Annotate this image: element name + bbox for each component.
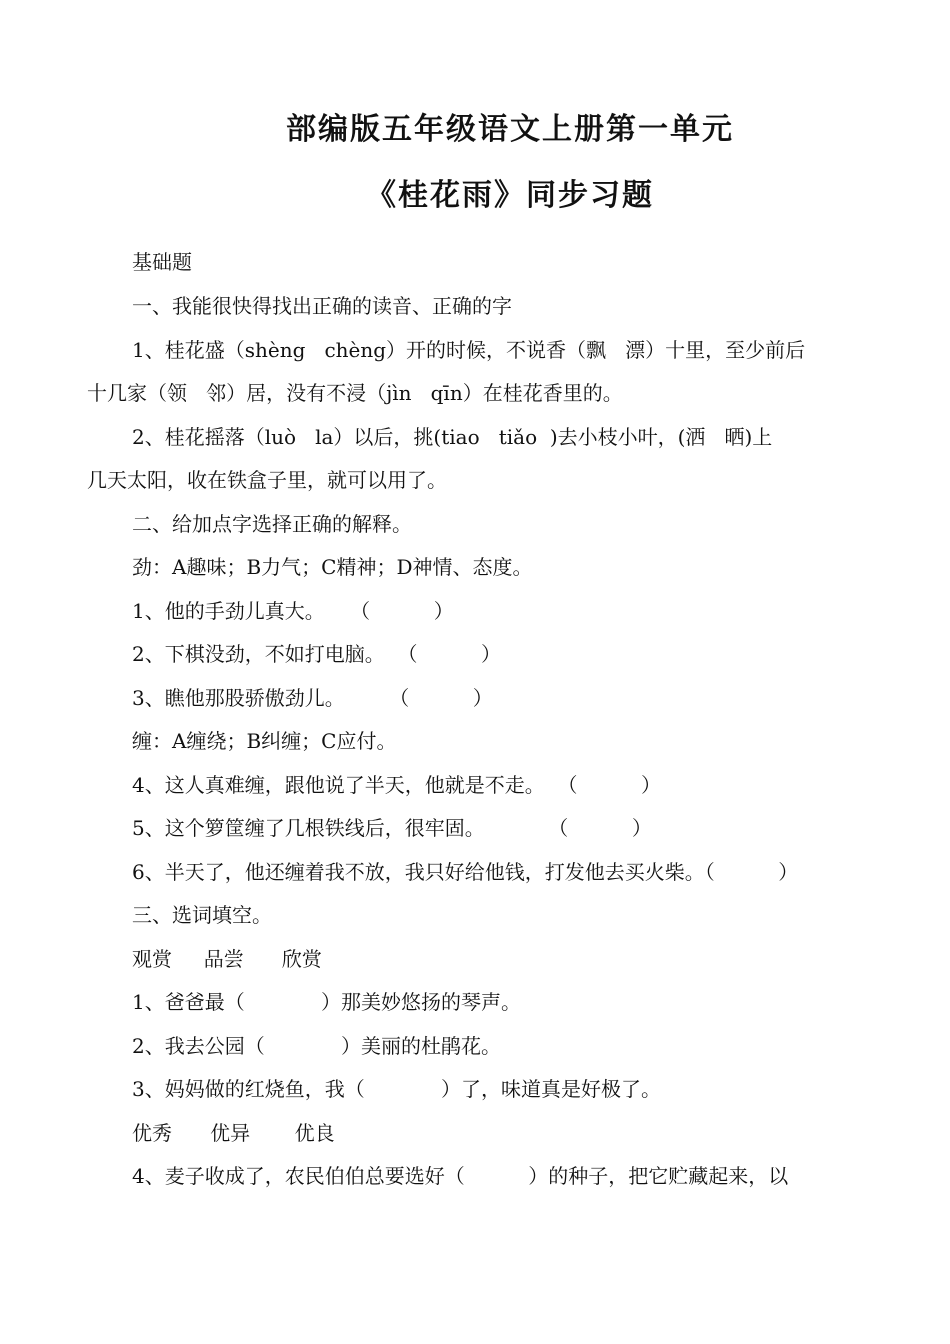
question-text: 1、他的手劲儿真大。 （ ）	[132, 599, 454, 623]
definition-line: 劲：A趣味；B力气；C精神；D神情、态度。	[132, 555, 533, 579]
question-text: 2、我去公园（ ）美丽的杜鹃花。	[132, 1034, 502, 1058]
question-text-continued: 几天太阳，收在铁盒子里，就可以用了。	[87, 468, 447, 492]
word-choices: 优秀 优异 优良	[132, 1121, 335, 1145]
question-text: 1、爸爸最（ ）那美妙悠扬的琴声。	[132, 990, 522, 1014]
question-text: 3、妈妈做的红烧鱼，我（ ）了，味道真是好极了。	[132, 1077, 662, 1101]
question-text: 4、这人真难缠，跟他说了半天，他就是不走。 （ ）	[132, 773, 662, 797]
document-title-line-1: 部编版五年级语文上册第一单元	[286, 112, 734, 147]
definition-line: 缠：A缠绕；B纠缠；C应付。	[132, 729, 397, 753]
section-heading-3: 三、选词填空。	[132, 903, 272, 927]
question-text: 5、这个箩筐缠了几根铁线后，很牢固。 （ ）	[132, 816, 652, 840]
section-heading-1: 一、我能很快得找出正确的读音、正确的字	[132, 294, 512, 318]
question-text: 2、桂花摇落（luò la）以后，挑(tiao tiǎo )去小枝小叶，(洒 晒)上	[132, 425, 773, 449]
section-label-basic: 基础题	[132, 250, 192, 274]
question-text: 2、下棋没劲，不如打电脑。 （ ）	[132, 642, 502, 666]
question-text-continued: 十几家（领 邻）居，没有不浸（jìn qīn）在桂花香里的。	[87, 381, 623, 405]
section-heading-2: 二、给加点字选择正确的解释。	[132, 512, 412, 536]
word-choices: 观赏 品尝 欣赏	[132, 947, 322, 971]
question-text: 6、半天了，他还缠着我不放，我只好给他钱，打发他去买火柴。（ ）	[132, 860, 799, 884]
question-text: 4、麦子收成了，农民伯伯总要选好（ ）的种子，把它贮藏起来，以	[132, 1164, 789, 1188]
question-text: 3、瞧他那股骄傲劲儿。 （ ）	[132, 686, 493, 710]
document-title-line-2: 《桂花雨》同步习题	[366, 178, 654, 213]
question-text: 1、桂花盛（shèng chèng）开的时候，不说香（飘 漂）十里，至少前后	[132, 338, 806, 362]
